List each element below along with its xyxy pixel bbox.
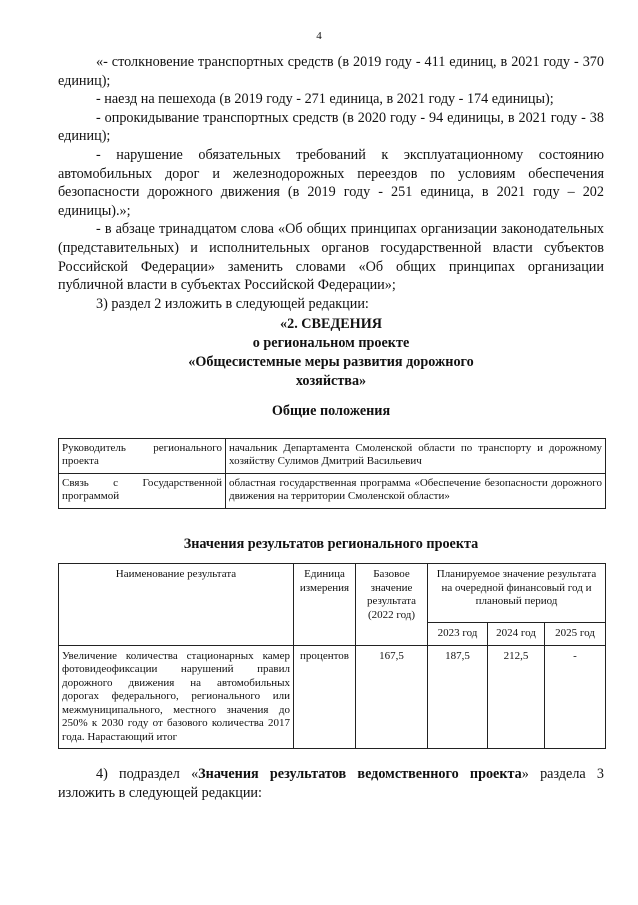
section-title-line4: хозяйства»	[295, 373, 367, 389]
results-table	[58, 563, 606, 749]
paragraph-collision: «- столкновение транспортных средств (в 2019 году - 411 единиц, в 2021 году - 370 единиц);	[58, 54, 604, 89]
paragraph-subsection4	[58, 765, 604, 802]
footer-before: 4) подраздел «	[96, 766, 199, 782]
header-2024: 2024 год	[488, 623, 545, 646]
header-2023: 2023 год	[428, 623, 488, 646]
table-cell-label: Связь с Государственной программой	[59, 474, 226, 509]
footer-after: » раздела 3 изложить в следующей редакции:	[58, 766, 604, 801]
section-title-line2: о региональном проекте	[252, 335, 410, 351]
table-cell-value: начальник Департамента Смоленской области по транспорту и дорожному хозяйству Сулимов Дмитрий Васильевич	[226, 439, 606, 474]
page-number: 4	[316, 30, 322, 42]
paragraph-section2: 3) раздел 2 изложить в следующей редакции:	[96, 295, 369, 312]
paragraph-pedestrian: - наезд на пешехода (в 2019 году - 271 единица, в 2021 году - 174 единицы);	[96, 91, 554, 108]
table-cell-value: областная государственная программа «Обеспечение безопасности дорожного движения на территории Смоленской области»	[226, 474, 606, 509]
general-table	[58, 438, 606, 509]
cell-result-name: Увеличение количества стационарных камер фотовидеофиксации нарушений правил дорожного движения на автомобильных дорогах федерального, регионального или межмуниципального, местного значения до 250% к 2030 году от базового количества 2017 года. Нарастающий итог	[59, 645, 294, 749]
amendment-text	[58, 53, 604, 313]
table-row	[59, 474, 606, 509]
cell-2023: 187,5	[428, 645, 488, 749]
header-name: Наименование результата	[59, 564, 294, 646]
footer-bold: Значения результатов ведомственного проекта	[198, 766, 522, 782]
paragraph-rollover: - опрокидывание транспортных средств (в 2020 году - 94 единицы, в 2021 году - 38 единиц);	[58, 109, 604, 145]
header-planned: Планируемое значение результата на очередной финансовый год и плановый период	[428, 564, 606, 623]
table-header-row	[59, 564, 606, 623]
header-base: Базовое значение результата (2022 год)	[356, 564, 428, 646]
cell-unit: процентов	[294, 645, 356, 749]
table-row	[59, 439, 606, 474]
header-2025: 2025 год	[545, 623, 606, 646]
table-row	[59, 645, 606, 749]
section-title-line1: «2. СВЕДЕНИЯ	[280, 316, 382, 332]
header-unit: Единица измерения	[294, 564, 356, 646]
section-title-line3: «Общесистемные меры развития дорожного	[188, 354, 474, 370]
paragraph-violation: - нарушение обязательных требований к эксплуатационному состоянию автомобильных дорог и железнодорожных переездов по условиям обеспечения безопасности дорожного движения (в 2019 году - 251 единица, в 2021 году – 202 единицы).»;	[58, 146, 604, 219]
table-cell-label: Руководитель регионального проекта	[59, 439, 226, 474]
section-title	[58, 315, 604, 391]
cell-base: 167,5	[356, 645, 428, 749]
paragraph-thirteenth: - в абзаце тринадцатом слова «Об общих принципах организации законодательных (представительных) и исполнительных органов государственной власти субъектов Российской Федерации» заменить словами «Об общих принципах организации публичной власти в субъектах Российской Федерации»;	[58, 221, 604, 294]
results-heading: Значения результатов регионального проекта	[183, 536, 479, 552]
cell-2025: -	[545, 645, 606, 749]
footer-text	[58, 765, 604, 802]
cell-2024: 212,5	[488, 645, 545, 749]
general-heading: Общие положения	[271, 403, 391, 419]
